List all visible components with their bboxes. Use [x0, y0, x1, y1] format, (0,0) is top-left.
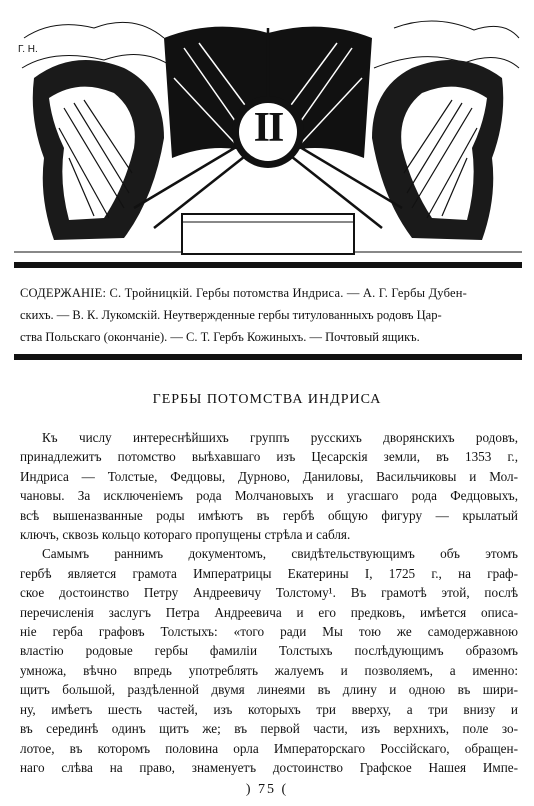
body-line: щитъ большой, раздѣленной двумя линеями въ длину и одною въ шири- [20, 682, 518, 698]
body-line: властію родовые гербы фамиліи Толстыхъ послѣдующимъ образомъ [20, 643, 518, 659]
page-number: ) 75 ( [245, 782, 289, 797]
artist-monogram: Г. Н. [18, 44, 38, 55]
body-line: перечисленія заслугъ Петра Андреевича и его предковъ, имѣется описа- [20, 604, 518, 620]
contents-line: скихъ. — В. К. Лукомскій. Неутвержденные гербы титулованныхъ родовъ Цар- [20, 308, 442, 322]
top-rule [14, 262, 522, 268]
body-line: умножа, вѣчно впредь употреблять жалуемъ и позволяемъ, а именно: [20, 662, 518, 678]
bottom-rule [14, 354, 522, 360]
body-line: ніе герба графовъ Толстыхъ: «того ради Мы тою же самодержавною [20, 624, 518, 640]
contents-line: ства Польскаго (окончаніе). — С. Т. Гербъ Кожиныхъ. — Почтовый ящикъ. [20, 330, 420, 344]
body-line: лотое, въ которомъ половина орла Императорскаго Россійскаго, обращен- [20, 740, 518, 756]
body-line: всѣ вышеназванные роды имѣютъ въ гербѣ общую фигуру — крылатый [20, 507, 518, 523]
body-line: ское достоинство Петру Андреевичу Толстому¹. Въ грамотѣ этой, послѣ [20, 585, 518, 601]
chapter-numeral: II [253, 105, 283, 151]
body-line: наго слѣва на право, знаменуетъ достоинство Графское Нашея Импе- [20, 759, 518, 775]
body-line: въ серединѣ одинъ щитъ же; въ первой части, изъ верхнихъ, поле зо- [20, 721, 518, 737]
body-line: принадлежитъ потомство выѣхавшаго изъ Цесарскія земли, въ 1353 г., [20, 449, 518, 465]
body-line: чановы. За исключеніемъ рода Молчановыхъ и угасшаго рода Федцовыхъ, [20, 488, 518, 504]
body-line: Индриса — Толстые, Федцовы, Дурново, Даниловы, Васильчиковы и Мол- [20, 468, 518, 484]
body-line: Самымъ раннимъ документомъ, свидѣтельствующимъ объ этомъ [42, 546, 518, 562]
article-body [20, 428, 518, 777]
body-line: Къ числу интереснѣйшихъ группъ русскихъ дворянскихъ родовъ, [42, 430, 518, 445]
article-title: ГЕРБЫ ПОТОМСТВА ИНДРИСА [152, 392, 382, 407]
contents-line: СОДЕРЖАНІЕ: С. Тройницкій. Гербы потомства Индриса. — А. Г. Гербы Дубен- [20, 286, 467, 300]
body-line: ну, имѣетъ шесть частей, изъ которыхъ три вверху, а три внизу и [20, 701, 518, 717]
header-illustration [14, 8, 522, 260]
body-line: ключъ, сквозь кольцо котораго пропущены стрѣла и сабля. [20, 527, 351, 543]
table-of-contents [20, 282, 520, 348]
body-line: гербѣ является грамота Императрицы Екатерины I, 1725 г., на граф- [20, 565, 518, 581]
